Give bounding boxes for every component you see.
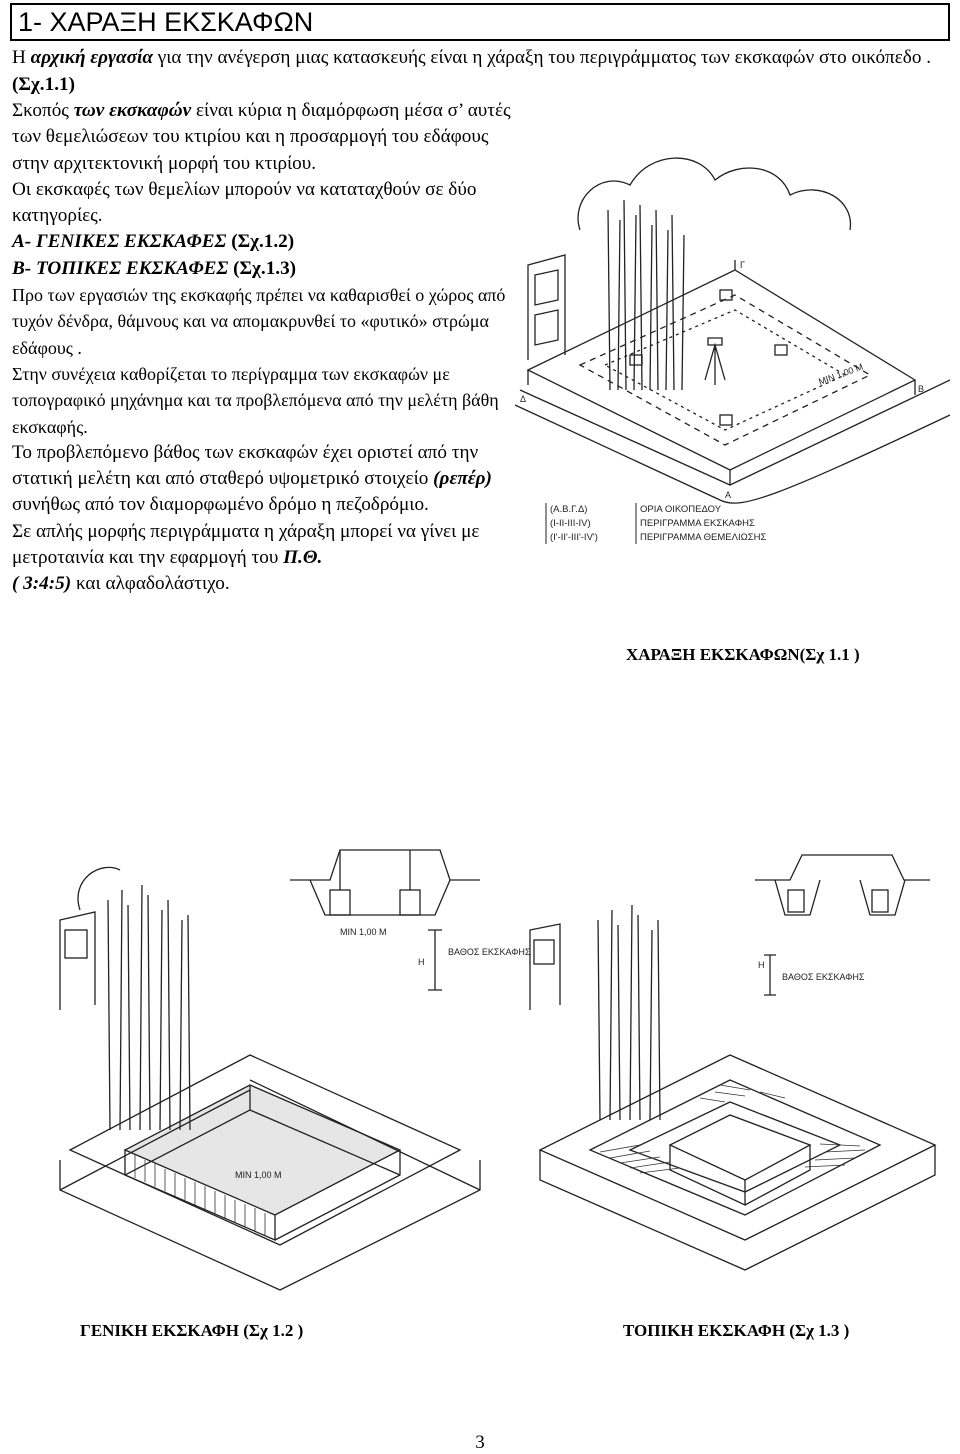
setting-out-legend — [550, 504, 766, 543]
paragraph-depth: Το προβλεπόμενο βάθος των εκσκαφών έχει οριστεί από την στατική μελέτη και από σταθερό υψομετρικό στοιχείο (ρεπέρ) συνήθως από τον διαμορφωμένο δρόμο η πεζοδρόμιο. — [12, 441, 492, 516]
figure-general-excavation — [40, 830, 531, 1300]
sketch-general-excavation — [40, 830, 531, 1300]
svg-text:Α: Α — [725, 490, 732, 500]
intro-emphasis: αρχική εργασία — [30, 47, 153, 68]
svg-text:(Ι-ΙΙ-ΙΙΙ-ΙV): (Ι-ΙΙ-ΙΙΙ-ΙV) — [550, 518, 591, 529]
figure-setting-out — [510, 140, 955, 640]
figure-local-excavation — [520, 840, 950, 1300]
svg-text:Γ: Γ — [740, 260, 745, 270]
svg-text:Δ: Δ — [520, 394, 527, 404]
label-min-distance: ΜΙΝ 1,00 Μ — [235, 1170, 282, 1180]
label-excavation-depth: ΒΑΘΟΣ ΕΚΣΚΑΦΗΣ — [782, 972, 865, 982]
paragraph-outline: Στην συνέχεια καθορίζεται το περίγραμμα των εκσκαφών με τοπογραφικό μηχάνημα και τα προβλεπόμενα από την μελέτη βάθη εκσκαφής. — [12, 363, 499, 437]
svg-text:Β: Β — [918, 384, 925, 394]
sketch-local-excavation — [520, 840, 950, 1300]
caption-local-excavation: ΤΟΠΙΚΗ ΕΚΣΚΑΦΗ (Σχ 1.3 ) — [623, 1321, 850, 1340]
caption-general-excavation: ΓΕΝΙΚΗ ΕΚΣΚΑΦΗ (Σχ 1.2 ) — [80, 1321, 304, 1340]
label-h: Η — [758, 960, 765, 970]
body-text-column — [12, 98, 512, 598]
label-excavation-depth: ΒΑΘΟΣ ΕΚΣΚΑΦΗΣ — [448, 947, 531, 957]
category-local: Β- ΤΟΠΙΚΕΣ ΕΚΣΚΑΦΕΣ (Σχ.1.3) — [12, 257, 297, 279]
label-h: Η — [418, 957, 425, 967]
svg-text:ΠΕΡΙΓΡΑΜΜΑ ΕΚΣΚΑΦΗΣ: ΠΕΡΙΓΡΑΜΜΑ ΕΚΣΚΑΦΗΣ — [640, 518, 755, 529]
paragraph-purpose: Σκοπός των εκσκαφών είναι κύρια η διαμόρφωση μέσα σ’ αυτές των θεμελιώσεων του κτιρίου και η προσαρμογή του εδάφους στην αρχιτεκτονική μορφή του κτιρίου. — [12, 100, 511, 174]
svg-text:(Ι'-ΙΙ'-ΙΙΙ'-ΙV'): (Ι'-ΙΙ'-ΙΙΙ'-ΙV') — [550, 532, 598, 543]
svg-text:ΠΕΡΙΓΡΑΜΜΑ ΘΕΜΕΛΙΩΣΗΣ: ΠΕΡΙΓΡΑΜΜΑ ΘΕΜΕΛΙΩΣΗΣ — [640, 532, 767, 543]
section-title-text: 1- ΧΑΡΑΞΗ ΕΚΣΚΑΦΩΝ — [18, 7, 314, 37]
sketch-setting-out — [510, 140, 955, 640]
intro-paragraph: Η αρχική εργασία για την ανέγερση μιας κατασκευής είναι η χάραξη του περιγράμματος των εκσκαφών στο οικόπεδο . (Σχ.1.1) — [12, 47, 932, 95]
svg-text:ΟΡΙΑ ΟΙΚΟΠΕΔΟΥ: ΟΡΙΑ ΟΙΚΟΠΕΔΟΥ — [640, 504, 722, 515]
paragraph-categories: Οι εκσκαφές των θεμελίων μπορούν να καταταχθούν σε δύο κατηγορίες. — [12, 178, 477, 227]
section-title — [10, 3, 950, 41]
paragraph-tape: Σε απλής μορφής περιγράμματα η χάραξη μπορεί να γίνει με μετροταινία και την εφαρμογή του Π.Θ. ( 3:4:5) και αλφαδολάστιχο. — [12, 520, 480, 595]
label-min-width: ΜΙΝ 1,00 Μ — [340, 927, 387, 937]
page-number: 3 — [475, 1432, 485, 1453]
caption-setting-out: ΧΑΡΑΞΗ ΕΚΣΚΑΦΩΝ(Σχ 1.1 ) — [626, 645, 860, 664]
label-min-distance: ΜΙΝ 1,00 Μ — [817, 361, 865, 387]
paragraph-clearing: Προ των εργασιών της εκσκαφής πρέπει να καθαρισθεί ο χώρος από τυχόν δένδρα, θάμνους και να απομακρυνθεί το «φυτικό» στρώμα εδάφους . — [12, 285, 506, 358]
intro-figure-ref: (Σχ.1.1) — [12, 73, 75, 95]
category-general: Α- ΓΕΝΙΚΕΣ ΕΚΣΚΑΦΕΣ (Σχ.1.2) — [12, 231, 295, 253]
svg-text:(Α.Β.Γ.Δ): (Α.Β.Γ.Δ) — [550, 504, 588, 515]
